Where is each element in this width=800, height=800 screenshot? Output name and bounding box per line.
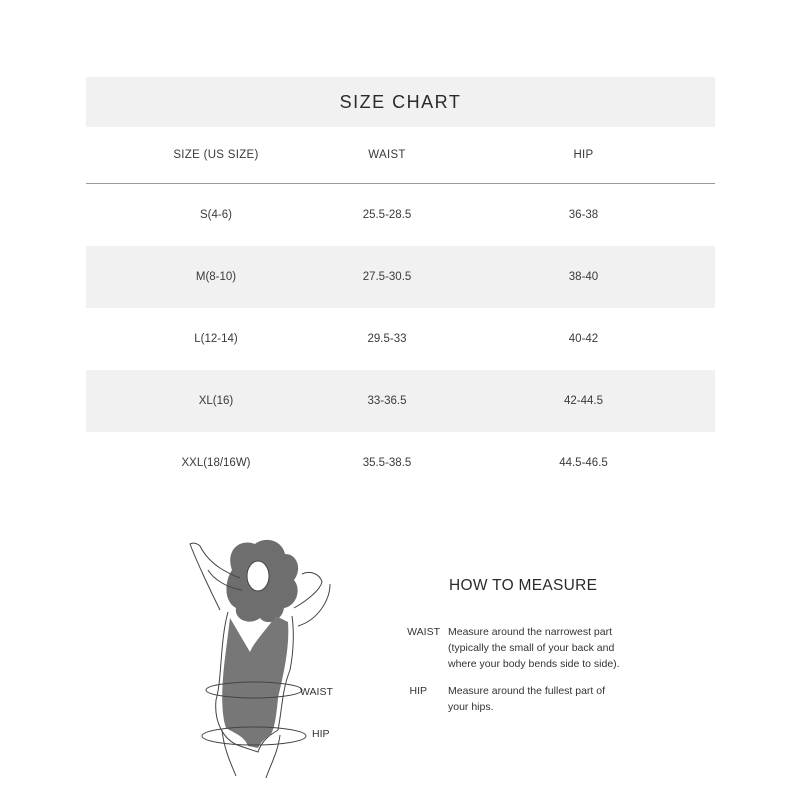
hip-cell: 38-40 [568,271,599,283]
waist-description-line: (typically the small of your back and [448,642,615,654]
right-arm-outline [294,572,330,626]
hip-cell: 40-42 [568,333,599,345]
waist-cell: 35.5-38.5 [362,457,412,469]
size-cell: XXL(18/16W) [181,457,251,469]
size-cell: M(8-10) [195,271,237,283]
waist-description-line: Measure around the narrowest part [448,626,613,638]
header-hip: HIP [573,149,594,161]
table-row [86,308,715,370]
table-row [86,246,715,308]
size-cell: L(12-14) [194,333,238,345]
table-row [86,432,715,494]
hip-description [448,683,658,715]
hip-cell: 44.5-46.5 [559,457,608,469]
size-cell: XL(16) [198,395,234,407]
body-figure-drawing [170,530,350,780]
header-row [86,127,715,184]
how-to-measure-title: HOW TO MEASURE [449,577,598,594]
waist-label: WAIST [300,686,333,698]
header-waist: WAIST [368,149,406,161]
hip-cell: 42-44.5 [563,395,603,407]
hip-label: HIP [312,728,330,740]
body-measure-illustration [170,530,350,780]
waist-description-line: where your body bends side to side). [448,658,620,670]
hip-description-line: your hips. [448,701,494,713]
waist-cell: 25.5-28.5 [362,209,412,221]
hip-term: HIP [409,685,427,697]
size-chart-table [86,77,715,494]
waist-term: WAIST [407,626,440,638]
header-size: SIZE (US SIZE) [173,149,259,161]
waist-description [448,624,658,672]
face-shape [247,561,269,591]
size-cell: S(4-6) [200,209,232,221]
hip-cell: 36-38 [568,209,599,221]
waist-cell: 33-36.5 [367,395,407,407]
table-row [86,184,715,246]
hip-description-line: Measure around the fullest part of [448,685,606,697]
size-chart-title: SIZE CHART [86,77,715,127]
waist-cell: 27.5-30.5 [362,271,412,283]
waist-cell: 29.5-33 [367,333,407,345]
table-row [86,370,715,432]
